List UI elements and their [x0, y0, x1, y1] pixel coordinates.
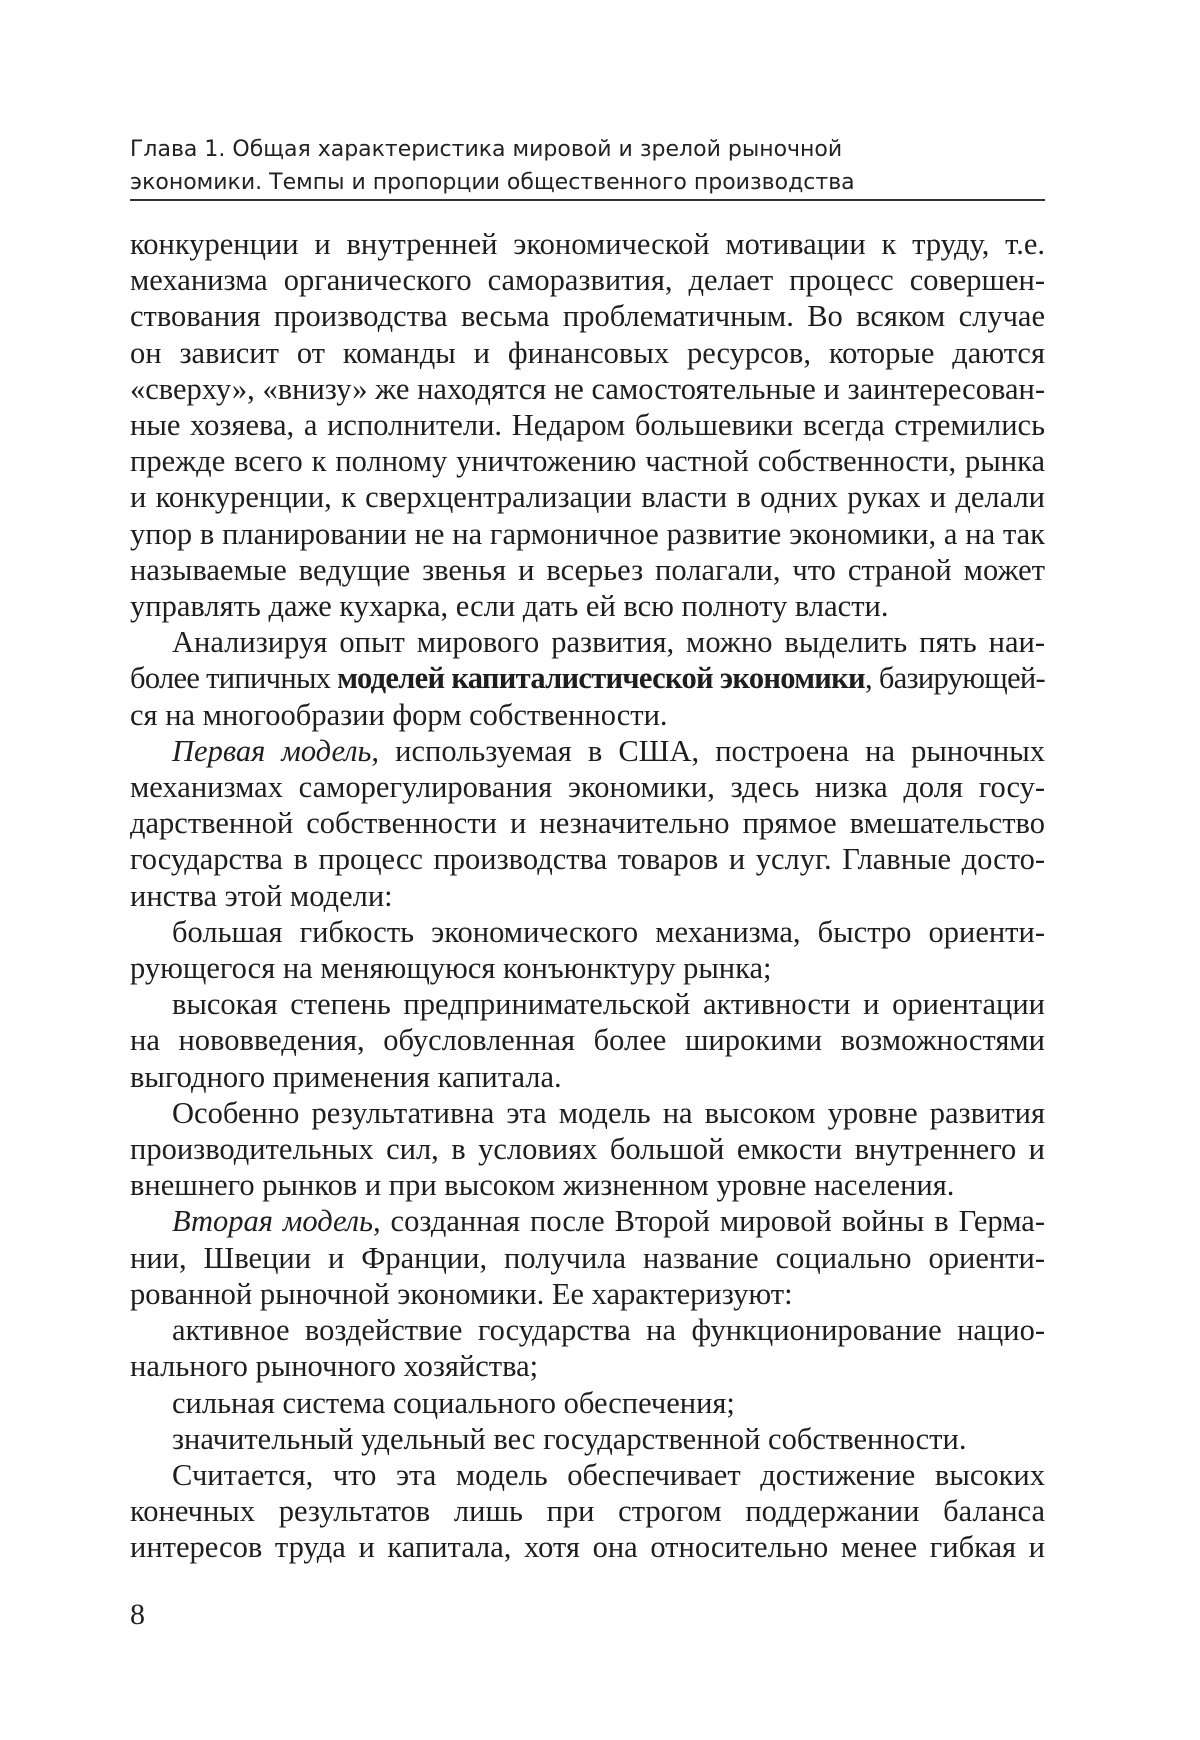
- header-line-2: экономики. Темпы и пропорции общественного производства: [130, 170, 855, 195]
- text-line: рующегося на меняющуюся конъюнктуру рынка;: [130, 951, 772, 986]
- text-line: механизмах саморегулирования экономики, здесь низка доля госу-: [130, 770, 1045, 805]
- text-run: более типичных: [130, 661, 338, 696]
- text-run: , базирующей-: [864, 661, 1045, 696]
- text-line: механизма органического саморазвития, делает процесс совершен-: [130, 263, 1045, 298]
- text-line: упор в планировании не на гармоничное развитие экономики, а на так: [130, 516, 1045, 551]
- text-line: дарственной собственности и незначительно прямое вмешательство: [130, 806, 1045, 841]
- text-line: государства в процесс производства товаров и услуг. Главные досто-: [130, 842, 1045, 877]
- body-text: [130, 226, 1045, 1566]
- header-line-1: Глава 1. Общая характеристика мировой и зрелой рыночной: [130, 137, 843, 162]
- text-line: на нововведения, обусловленная более широкими возможностями: [130, 1023, 1045, 1058]
- text-line: [130, 733, 1045, 769]
- italic-term: Первая модель,: [172, 733, 380, 768]
- text-line: выгодного применения капитала.: [130, 1059, 562, 1094]
- text-line: Анализируя опыт мирового развития, можно выделить пять наи-: [172, 625, 1045, 660]
- text-line: сильная система социального обеспечения;: [172, 1385, 735, 1420]
- text-line: нии, Швеции и Франции, получила название социально ориенти-: [130, 1240, 1045, 1275]
- text-line: производительных сил, в условиях большой емкости внутреннего и: [130, 1132, 1045, 1167]
- text-line: нального рыночного хозяйства;: [130, 1349, 539, 1384]
- page-number: 8: [130, 1598, 145, 1631]
- text-line: «сверху», «внизу» же находятся не самостоятельные и заинтересован-: [130, 371, 1045, 406]
- bold-term: моделей капиталистической экономики: [337, 661, 865, 696]
- text-line: Считается, что эта модель обеспечивает достижение высоких: [172, 1457, 1045, 1492]
- text-line: конкуренции и внутренней экономической мотивации к труду, т.е.: [130, 227, 1045, 261]
- text-line: и конкуренции, к сверхцентрализации власти в одних руках и делали: [130, 480, 1045, 515]
- text-line: [130, 660, 1045, 696]
- text-line: конечных результатов лишь при строгом поддержании баланса: [130, 1494, 1045, 1529]
- text-line: ся на многообразии форм собственности.: [130, 697, 668, 732]
- running-header: [130, 133, 1045, 199]
- italic-term: Вторая модель,: [172, 1204, 381, 1239]
- text-line: [130, 1203, 1045, 1239]
- text-line: интересов труда и капитала, хотя она относительно менее гибкая и: [130, 1530, 1045, 1565]
- text-line: значительный удельный вес государственной собственности.: [172, 1421, 967, 1456]
- text-line: большая гибкость экономического механизма, быстро ориенти-: [172, 914, 1045, 949]
- text-line: внешнего рынков и при высоком жизненном уровне населения.: [130, 1168, 955, 1203]
- text-line: активное воздействие государства на функционирование нацио-: [172, 1313, 1045, 1348]
- text-run: используемая в США, построена на рыночных: [379, 733, 1046, 768]
- text-run: созданная после Второй мировой войны в Герма-: [380, 1204, 1045, 1239]
- text-line: Особенно результативна эта модель на высоком уровне развития: [172, 1095, 1045, 1130]
- text-line: он зависит от команды и финансовых ресурсов, которые даются: [130, 335, 1045, 370]
- text-line: высокая степень предпринимательской активности и ориентации: [172, 987, 1045, 1022]
- text-line: ные хозяева, а исполнители. Недаром большевики всегда стремились: [130, 408, 1045, 443]
- header-rule: [130, 199, 1045, 201]
- text-line: прежде всего к полному уничтожению частной собственности, рынка: [130, 444, 1045, 479]
- text-line: ствования производства весьма проблематичным. Во всяком случае: [130, 299, 1045, 334]
- text-line: называемые ведущие звенья и всерьез полагали, что страной может: [130, 552, 1045, 587]
- text-line: управлять даже кухарка, если дать ей всю полноту власти.: [130, 589, 889, 624]
- text-line: рованной рыночной экономики. Ее характеризуют:: [130, 1276, 793, 1311]
- text-line: инства этой модели:: [130, 878, 393, 913]
